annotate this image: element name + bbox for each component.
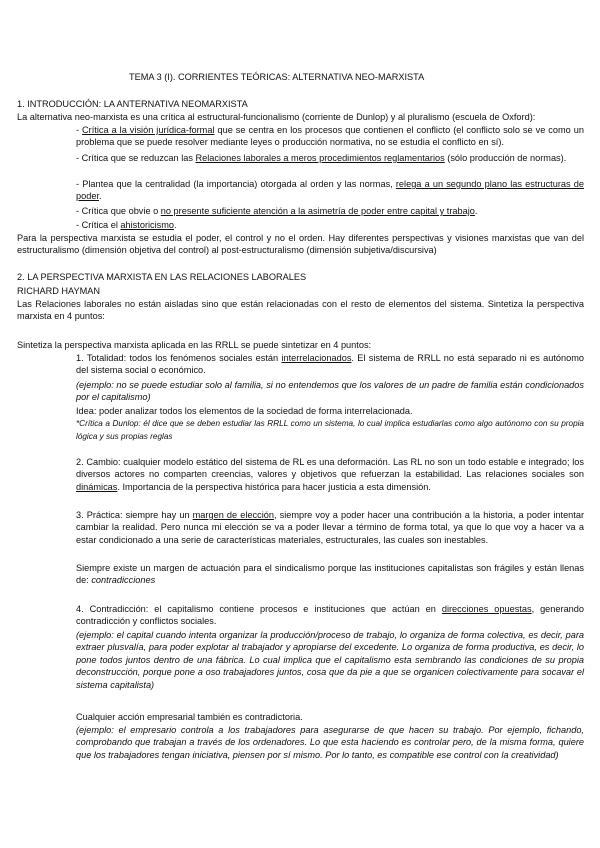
point-5-example: (ejemplo: el empresario controla a los trabajadores para asegurarse de que hacen su trabajo. Por ejemplo, fichando, comprobando que trabajan a través de los ordenadores. Lo que esta haciendo es controlar pero, de la misma forma, quiere que los trabajadores tengan iniciativa, piensen por sí mismo. Por lo tanto, es compatible ese control con la creatividad)	[76, 725, 584, 760]
point-3-text: 3. Práctica: siempre hay un margen de elección, siempre voy a poder hacer una contribución a la historia, a poder intentar cambiar la realidad. Pero nunca mi elección se va a poder llevar a término de forma total, ya que lo que voy a hacer va a estar condicionado a una serie de características materiales, estructurales, las cuales son inestables.	[76, 510, 585, 545]
section-2-intro: Las Relaciones laborales no están aisladas sino que están relacionadas con el resto de elementos del sistema. Sintetiza la perspectiva marxista en 4 puntos:	[17, 299, 584, 322]
bullet-4: - Crítica que obvie o no presente suficiente atención a la asimetría de poder entre capital y trabajo.	[76, 206, 478, 216]
document-title: TEMA 3 (I). CORRIENTES TEÓRICAS: ALTERNATIVA NEO-MARXISTA	[129, 72, 425, 82]
point-1-text: 1. Totalidad: todos los fenómenos sociales están interrelacionados. El sistema de RRLL no está separado ni es autónomo del sistema social o económico.	[76, 353, 584, 376]
section-1-heading: 1. INTRODUCCIÓN: LA ANTERNATIVA NEOMARXISTA	[17, 99, 248, 109]
point-4-example: (ejemplo: el capital cuando intenta organizar la producción/proceso de trabajo, lo organiza de forma colectiva, es decir, para extraer plusvalía, para poder explotar al trabajador y apropiarse del excedente. Lo organiza de forma productiva, es decir, lo pone todos juntos dentro de una fábrica. Lo cual implica que el capitalismo esta sembrando las condiciones de su propia deconstrucción, porque pone a oso trabajadores juntos, cosa que da pie a que se organicen colectivamente para socavar el sistema capitalista)	[76, 630, 584, 690]
point-3-continuation: Siempre existe un margen de actuación para el sindicalismo porque las instituciones capitalistas son frágiles y están llenas de: contradicciones	[76, 563, 584, 586]
bullet-1: - Crítica a la visión jurídica-formal que se centra en los procesos que contienen el conflicto (el conflicto solo se ve como un problema que se puede resolver mediante leyes o producción normativa, no se estudia el conflicto en sí).	[76, 125, 584, 148]
bullet-5: - Crítica el ahistoricismo.	[76, 220, 177, 230]
section-2-heading: 2. LA PERSPECTIVA MARXISTA EN LAS RELACIONES LABORALES	[17, 272, 307, 282]
points-lead: Sintetiza la perspectiva marxista aplicada en las RRLL se puede sintetizar en 4 puntos:	[17, 340, 372, 350]
point-1-note: *Crítica a Dunlop: él dice que se deben estudiar las RRLL como un sistema, lo cual implica estudiarlas como algo autónomo con su propia lógica y sus propias reglas	[76, 419, 584, 441]
point-1-idea: Idea: poder analizar todos los elementos de la sociedad de forma interrelacionada.	[76, 406, 413, 416]
point-1-example: (ejemplo: no se puede estudiar solo al familia, si no entendemos que los valores de un padre de familia están condicionados por el capitalismo)	[76, 380, 584, 403]
bullet-2: - Crítica que se reduzcan las Relaciones laborales a meros procedimientos reglamentarios (sólo producción de normas).	[76, 153, 567, 163]
section-2-author: RICHARD HAYMAN	[17, 286, 101, 296]
point-4-text: 4. Contradicción: el capitalismo contiene procesos e instituciones que actúan en direcciones opuestas, generando contradicción y conflictos sociales.	[76, 604, 585, 627]
bullet-3: - Plantea que la centralidad (la importancia) otorgada al orden y las normas, relega a un segundo plano las estructuras de poder.	[76, 179, 584, 202]
section-1-intro: La alternativa neo-marxista es una crítica al estructural-funcionalismo (corriente de Dunlop) y al pluralismo (escuela de Oxford):	[17, 112, 536, 122]
point-5-text: Cualquier acción empresarial también es contradictoria.	[76, 712, 303, 722]
point-2-text: 2. Cambio: cualquier modelo estático del sistema de RL es una deformación. Las RL no son un todo estable e integrado; los diversos actores no comparten creencias, valores y objetivos que refuerzan la estabilidad. Las relaciones sociales son dinámicas. Importancia de la perspectiva histórica para hacer justicia a esta dimensión.	[76, 457, 584, 492]
section-1-closing: Para la perspectiva marxista se estudia el poder, el control y no el orden. Hay diferentes perspectivas y visiones marxistas que van del estructuralismo (dimensión objetiva del control) al post-estructuralismo (dimensión subjetiva/discursiva)	[17, 233, 584, 256]
